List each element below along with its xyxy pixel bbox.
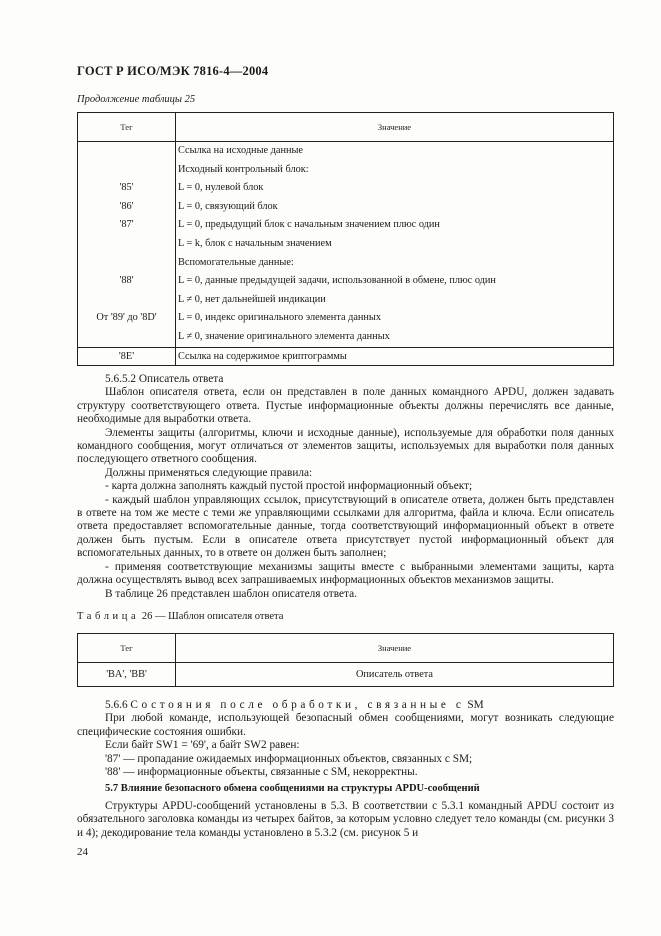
paragraph: Структуры APDU-сообщений установлены в 5.3. В соответствии с 5.3.1 командный APDU состоит из обязательного заголовка команды из четырех байтов, за которым условно следует тело команды (см. рисунки 3 и 4); декодирование тела команды установлено в 5.3.2 (см. рисунок 5 и bbox=[77, 799, 614, 839]
paragraph: Если байт SW1 = '69', а байт SW2 равен: bbox=[105, 739, 300, 752]
table25-value: L ≠ 0, значение оригинального элемента данных bbox=[178, 330, 390, 342]
section-heading bbox=[77, 699, 614, 712]
table25-value: L = 0, индекс оригинального элемента данных bbox=[178, 312, 381, 324]
list-item: - карта должна заполнять каждый пустой простой информационный объект; bbox=[105, 480, 473, 493]
table25-value: Вспомогательные данные: bbox=[178, 256, 294, 268]
section-heading-5-7: 5.7 Влияние безопасного обмена сообщениями на структуры APDU-сообщений bbox=[105, 783, 480, 795]
document-header: ГОСТ Р ИСО/МЭК 7816-4—2004 bbox=[77, 64, 269, 78]
table26-caption bbox=[77, 611, 283, 622]
table26-header-value: Значение bbox=[176, 634, 614, 663]
table25-value: L = k, блок с начальным значением bbox=[178, 237, 332, 249]
table26-value: Описатель ответа bbox=[176, 663, 614, 687]
table26-header-tag: Тег bbox=[78, 634, 176, 663]
table-25 bbox=[77, 112, 614, 366]
list-item: - применяя соответствующие механизмы защиты вместе с выбранными элементами защиты, карта должна осуществлять вывод всех запрашиваемых информационных объектов механизмов защиты. bbox=[77, 560, 614, 587]
table25-tag: От '89' до '8D' bbox=[96, 312, 157, 324]
table25-value-column bbox=[176, 142, 614, 348]
paragraph: При любой команде, использующей безопасный обмен сообщениями, могут возникать следующие специфические состояния ошибки. bbox=[77, 712, 614, 738]
table25-tag: '87' bbox=[119, 219, 134, 231]
table25-tag: '8E' bbox=[78, 347, 176, 365]
table25-tag bbox=[78, 235, 175, 254]
paragraph: Должны применяться следующие правила: bbox=[105, 466, 313, 479]
list-item: '87' — пропадание ожидаемых информационных объектов, связанных с SM; bbox=[105, 752, 473, 765]
table25-caption: Продолжение таблицы 25 bbox=[77, 94, 196, 105]
section-title-sm: SM bbox=[464, 699, 484, 711]
table25-tag: '85' bbox=[119, 182, 134, 194]
table25-header-tag: Тег bbox=[78, 113, 176, 142]
table25-tag bbox=[78, 142, 175, 161]
table25-tag: '86' bbox=[119, 200, 134, 212]
table25-tag-column bbox=[78, 142, 176, 348]
table26-caption-prefix: Таблица bbox=[77, 611, 140, 622]
paragraph: Шаблон описателя ответа, если он представлен в поле данных командного APDU, должен задавать структуру соответствующего ответа. Пустые информационные объекты должны перечислять все данные, необходимые для выработки ответа. bbox=[77, 386, 614, 426]
list-item: '88' — информационные объекты, связанные с SM, некорректны. bbox=[105, 766, 418, 779]
table25-value: L ≠ 0, нет дальнейшей индикации bbox=[178, 293, 326, 305]
section-heading: 5.6.5.2 Описатель ответа bbox=[105, 373, 224, 385]
table25-header-value: Значение bbox=[176, 113, 614, 142]
table25-tag bbox=[78, 328, 175, 347]
section-title: Состояния после обработки, связанные с bbox=[130, 699, 465, 711]
table25-tag bbox=[78, 291, 175, 310]
table25-tag bbox=[78, 254, 175, 273]
paragraph: В таблице 26 представлен шаблон описателя ответа. bbox=[105, 587, 357, 600]
table-26 bbox=[77, 633, 614, 687]
paragraph: Элементы защиты (алгоритмы, ключи и исходные данные), используемые для обработки поля данных командного сообщения, могут отличаться от элементов защиты, используемых для выработки поля данных последующего ответного сообщения. bbox=[77, 426, 614, 466]
table26-tag: 'BA', 'BB' bbox=[78, 663, 176, 687]
table25-value: Ссылка на исходные данные bbox=[178, 145, 303, 156]
table25-value: Исходный контрольный блок: bbox=[178, 163, 309, 175]
table25-value: L = 0, связующий блок bbox=[178, 200, 278, 212]
page-number: 24 bbox=[77, 846, 88, 858]
list-item: - каждый шаблон управляющих ссылок, присутствующий в описателе ответа, должен быть представлен в ответе на том же месте с теми же управляющими ссылками для алгоритма, файла и ключа. Если описатель ответа предоставляет вспомогательные данные, тогда соответствующий информационный объект в ответе должен быть пустым. Если в описателе ответа присутствует пустой информационный объект для вспомогательных данных, то в ответе он должен быть заполнен; bbox=[77, 493, 614, 560]
table26-caption-text: 26 — Шаблон описателя ответа bbox=[139, 611, 284, 622]
table25-tag bbox=[78, 161, 175, 180]
section-5-6-6 bbox=[77, 699, 614, 840]
table25-value: Ссылка на содержимое криптограммы bbox=[176, 347, 614, 365]
table25-value: L = 0, нулевой блок bbox=[178, 182, 264, 194]
table25-value: L = 0, предыдущий блок с начальным значением плюс один bbox=[178, 219, 440, 231]
table25-value: L = 0, данные предыдущей задачи, использованной в обмене, плюс один bbox=[178, 275, 496, 287]
section-5-6-5-2 bbox=[77, 373, 614, 601]
section-number: 5.6.6 bbox=[105, 699, 131, 711]
table25-tag: '88' bbox=[119, 275, 134, 287]
